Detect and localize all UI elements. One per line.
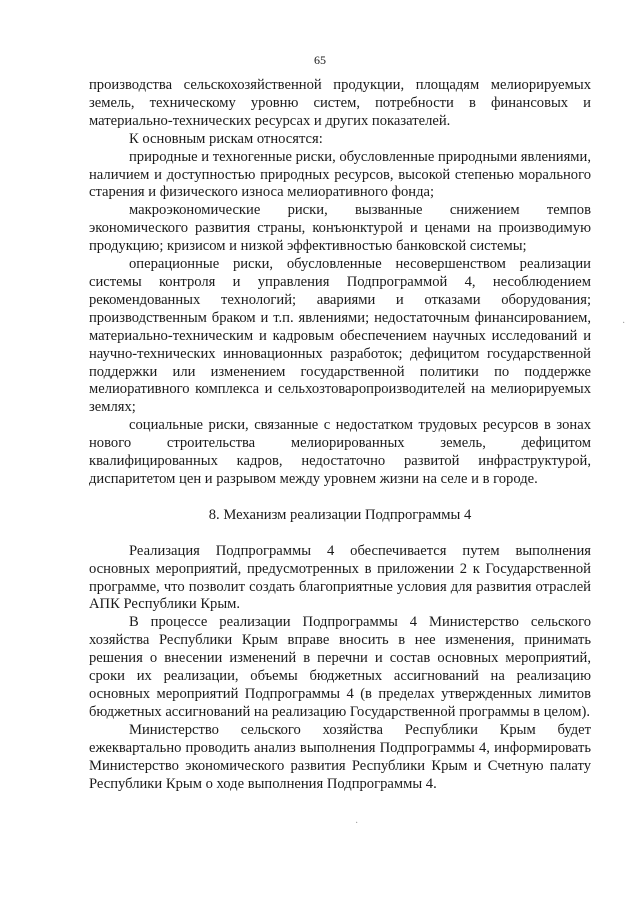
section-heading: 8. Механизм реализации Подпрограммы 4: [208, 506, 472, 523]
paragraph: операционные риски, обусловленные несовершенством реализации системы контроля и управления Подпрограммой 4, несоблюдением рекомендованных технологий; авариями и отказами оборудования; производственным браком и т.п. явлениями; недостаточным финансированием, материально-техническим и кадровым обеспечением научных исследований и научно-технических инновационных разработок; дефицитом государственной поддержки или изменением государственной политики по поддержке мелиоративного комплекса и сельхозтоваропроизводителей на мелиорируемых землях;: [89, 256, 591, 416]
scan-speck: ·: [622, 318, 626, 329]
paragraph: природные и техногенные риски, обусловленные природными явлениями, наличием и доступностью природных ресурсов, высокой степенью морального старения и физического износа мелиоративного фонда;: [89, 148, 591, 201]
paragraph: Реализация Подпрограммы 4 обеспечивается путем выполнения основных мероприятий, предусмотренных в приложении 2 к Государственной программе, что позволит создать благоприятные условия для развития отраслей АПК Республики Крым.: [89, 542, 591, 613]
paragraph: К основным рискам относятся:: [129, 130, 323, 147]
document-body: [89, 77, 591, 793]
paragraph: социальные риски, связанные с недостатком трудовых ресурсов в зонах нового строительства мелиорированных земель, дефицитом квалифицированных кадров, недостаточно развитой инфраструктурой, диспаритетом цен и разрывом между уровнем жизни на селе и в городе.: [89, 417, 591, 487]
paragraph: макроэкономические риски, вызванные снижением темпов экономического развития страны, конъюнктурой и ценами на производимую продукцию; кризисом и низкой эффективностью банковской системы;: [89, 202, 591, 255]
mechanism-section: [89, 543, 591, 794]
risks-section: [89, 77, 591, 489]
paragraph: Министерство сельского хозяйства Республики Крым будет ежеквартально проводить анализ выполнения Подпрограммы 4, информировать Министерство экономического развития Республики Крым и Счетную палату Республики Крым о ходе выполнения Подпрограммы 4.: [89, 721, 591, 792]
page-number: 65: [314, 53, 326, 67]
scan-speck: ·: [355, 818, 359, 829]
paragraph: В процессе реализации Подпрограммы 4 Министерство сельского хозяйства Республики Крым вправе вносить в нее изменения, принимать решения о внесении изменений в перечни и состав основных мероприятий, сроки их реализации, объемы бюджетных ассигнований на реализацию основных мероприятий Подпрограммы 4 (в пределах утвержденных лимитов бюджетных ассигнований на реализацию Государственной программы в целом).: [89, 614, 591, 720]
paragraph: производства сельскохозяйственной продукции, площадям мелиорируемых земель, техническому уровню систем, потребности в финансовых и материально-технических ресурсах и других показателей.: [89, 77, 591, 129]
